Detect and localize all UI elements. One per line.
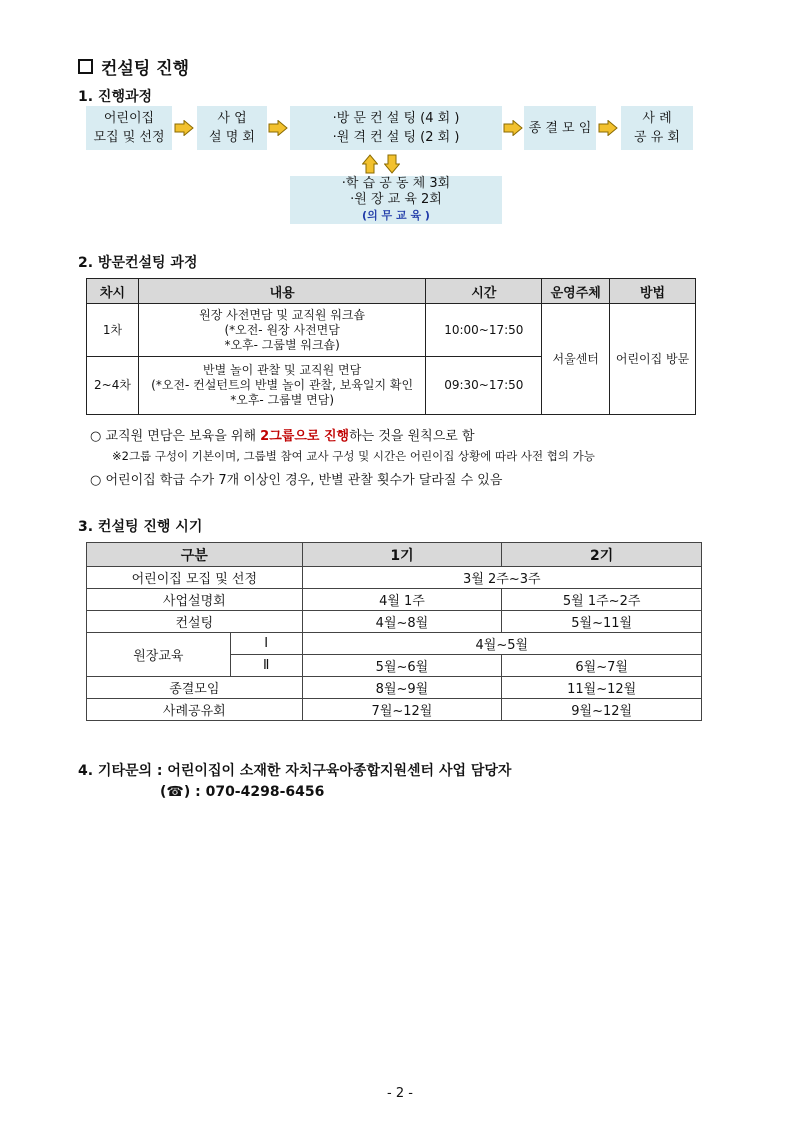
table-row — [87, 304, 696, 357]
cell-time: 09:30~17:50 — [426, 357, 542, 415]
flow-sub-mandatory-note: (의 무 교 육 ) — [362, 209, 430, 222]
row-label: 컨설팅 — [87, 611, 303, 633]
section4-heading: 4. 기타문의 : 어린이집이 소재한 자치구육아종합지원센터 사업 담당자 — [78, 763, 512, 779]
note-highlight: 2그룹으로 진행 — [260, 429, 350, 444]
arrow-down-icon — [384, 154, 400, 174]
table-header-row — [87, 543, 702, 567]
row-value: 4월 1주 — [302, 589, 502, 611]
arrow-right-icon — [174, 120, 194, 136]
flow-step-consulting — [290, 106, 502, 150]
cell-round: 2~4차 — [87, 357, 139, 415]
flow-sub-learning-line1: ·학 습 공 동 체 3회 — [341, 176, 451, 191]
flow-step-consulting-line1: ·방 문 컨 설 팅 (4 회 ) — [332, 111, 460, 126]
row-value: 4월~5월 — [302, 633, 701, 655]
flow-step-briefing — [197, 106, 267, 150]
flow-step-case-sharing-line1: 사 례 — [642, 111, 672, 126]
flow-step-recruit — [86, 106, 172, 150]
th-round: 차시 — [87, 279, 139, 304]
row-value: 8월~9월 — [302, 677, 502, 699]
table-row — [87, 633, 702, 655]
table-row — [87, 677, 702, 699]
th-content: 내용 — [138, 279, 425, 304]
row-label: 원장교육 — [87, 633, 231, 677]
note-text: ○ 교직원 면담은 보육을 위해 — [90, 429, 261, 444]
page-number: - 2 - — [387, 1086, 413, 1101]
row-sublabel: Ⅰ — [230, 633, 302, 655]
row-value: 5월~11월 — [502, 611, 702, 633]
th-operator: 운영주체 — [542, 279, 610, 304]
content-line: (*오전- 컨설턴트의 반별 놀이 관찰, 보육일지 확인 — [151, 378, 414, 392]
section2-heading: 2. 방문컨설팅 과정 — [78, 255, 198, 271]
row-value: 9월~12월 — [502, 699, 702, 721]
table-row — [87, 611, 702, 633]
flow-step-consulting-line2: ·원 격 컨 설 팅 (2 회 ) — [332, 130, 460, 145]
contact-phone: (☎) : 070-4298-6456 — [160, 784, 325, 800]
cell-round: 1차 — [87, 304, 139, 357]
table-row — [87, 567, 702, 589]
cell-content — [138, 304, 425, 357]
flow-step-case-sharing — [621, 106, 693, 150]
content-line: *오후- 그룹별 워크숍) — [224, 337, 340, 352]
schedule-table — [86, 542, 702, 721]
cell-time: 10:00~17:50 — [426, 304, 542, 357]
row-value: 7월~12월 — [302, 699, 502, 721]
note-group-composition: ※2그룹 구성이 기본이며, 그룹별 참여 교사 구성 및 시간은 어린이집 상황에 따라 사전 협의 가능 — [112, 449, 595, 463]
cell-content — [138, 357, 425, 415]
page-title: 컨설팅 진행 — [78, 54, 189, 79]
flow-step-recruit-line1: 어린이집 — [103, 111, 155, 126]
arrow-up-icon — [362, 154, 378, 174]
cell-method: 어린이집 방문 — [610, 304, 696, 415]
flow-step-case-sharing-line2: 공 유 회 — [634, 130, 680, 145]
th-period-2: 2기 — [502, 543, 702, 567]
flow-sub-learning — [290, 176, 502, 224]
flow-step-recruit-line2: 모집 및 선정 — [93, 130, 165, 145]
note-group-interview — [90, 425, 475, 444]
th-time: 시간 — [426, 279, 542, 304]
row-label: 사례공유회 — [87, 699, 303, 721]
row-value: 11월~12월 — [502, 677, 702, 699]
row-value: 4월~8월 — [302, 611, 502, 633]
th-method: 방법 — [610, 279, 696, 304]
arrow-right-icon — [598, 120, 618, 136]
row-value: 3월 2주~3주 — [302, 567, 701, 589]
row-label: 사업설명회 — [87, 589, 303, 611]
row-value: 5월~6월 — [302, 655, 502, 677]
table-header-row — [87, 279, 696, 304]
note-text: 하는 것을 원칙으로 함 — [349, 429, 475, 444]
row-label: 종결모임 — [87, 677, 303, 699]
arrow-right-icon — [503, 120, 523, 136]
flow-step-closing — [524, 106, 596, 150]
cell-operator: 서울센터 — [542, 304, 610, 415]
flow-step-briefing-line1: 사 업 — [217, 111, 247, 126]
flow-step-closing-label: 종 결 모 임 — [528, 120, 592, 136]
section1-heading: 1. 진행과정 — [78, 89, 153, 105]
arrow-right-icon — [268, 120, 288, 136]
checkbox-square-icon — [78, 59, 93, 74]
th-division: 구분 — [87, 543, 303, 567]
content-line: 원장 사전면담 및 교직원 워크숍 — [199, 307, 366, 322]
section3-heading: 3. 컨설팅 진행 시기 — [78, 519, 203, 535]
flow-sub-learning-line2: ·원 장 교 육 2회 — [350, 192, 442, 207]
visit-consulting-table — [86, 278, 696, 415]
row-value: 6월~7월 — [502, 655, 702, 677]
content-line: *오후- 그룹별 면담) — [230, 393, 335, 407]
th-period-1: 1기 — [302, 543, 502, 567]
content-line: 반별 놀이 관찰 및 교직원 면담 — [203, 363, 362, 377]
row-label: 어린이집 모집 및 선정 — [87, 567, 303, 589]
note-class-count: ○ 어린이집 학급 수가 7개 이상인 경우, 반별 관찰 횟수가 달라질 수 있음 — [90, 473, 503, 488]
content-line: (*오전- 원장 사전면담 — [224, 322, 340, 337]
row-sublabel: Ⅱ — [230, 655, 302, 677]
table-row — [87, 589, 702, 611]
flow-step-briefing-line2: 설 명 회 — [209, 130, 255, 145]
table-row — [87, 699, 702, 721]
row-value: 5월 1주~2주 — [502, 589, 702, 611]
